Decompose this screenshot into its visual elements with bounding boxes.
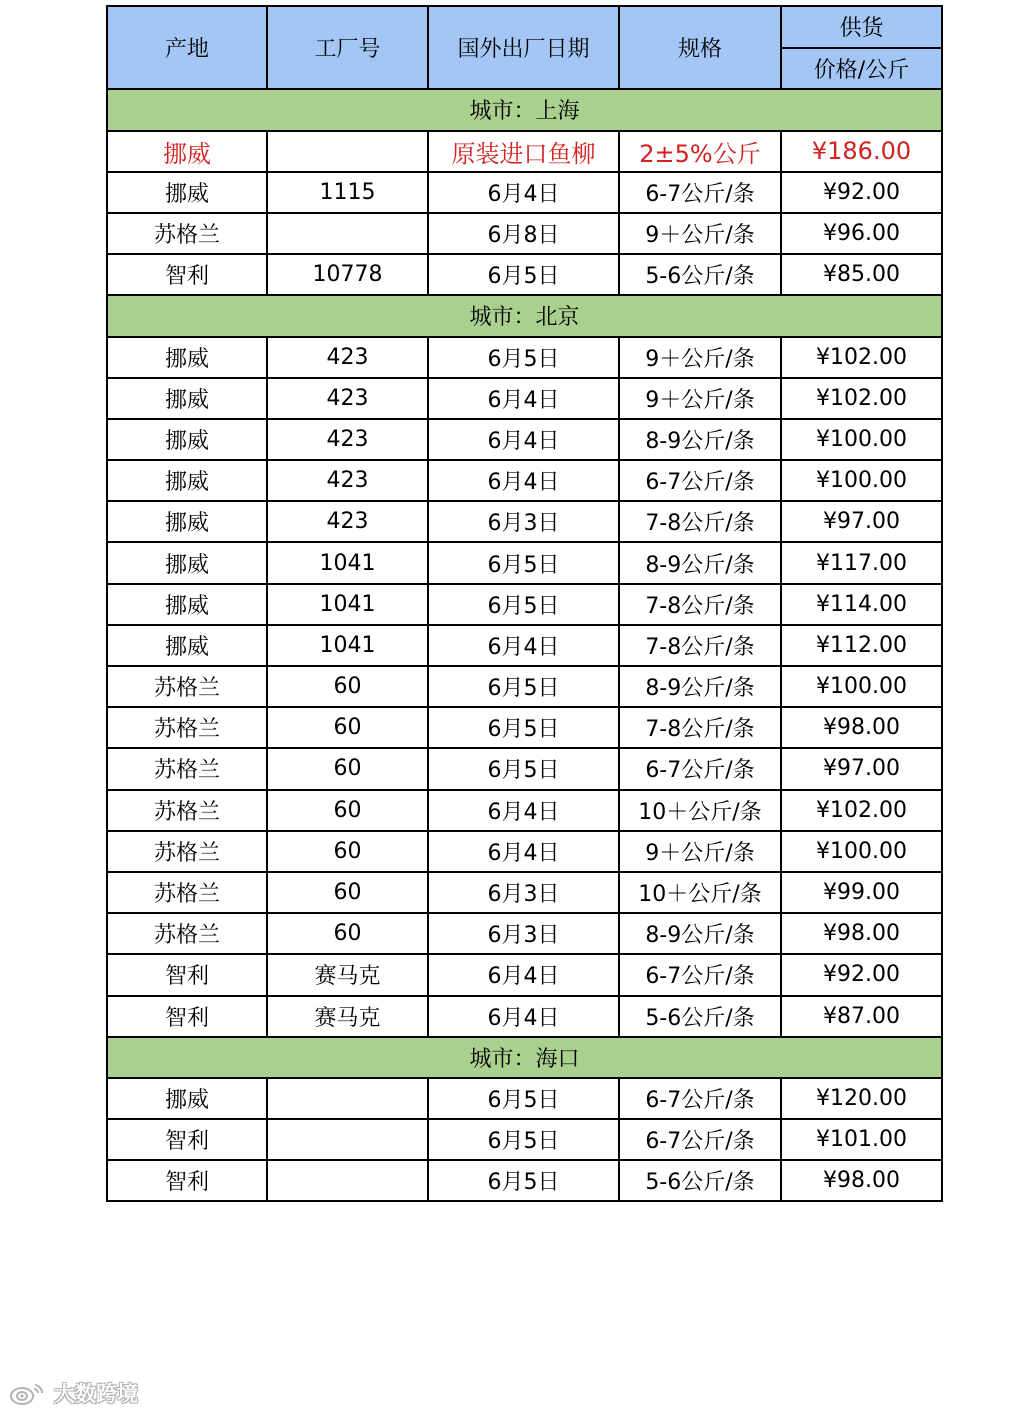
cell-price: ¥97.00 [781,501,942,542]
cell-origin: 挪威 [107,1078,267,1119]
cell-price: ¥117.00 [781,542,942,583]
cell-price: ¥100.00 [781,419,942,460]
cell-origin: 苏格兰 [107,790,267,831]
cell-price: ¥98.00 [781,913,942,954]
table-row [107,831,942,872]
cell-spec: 8-9公斤/条 [619,913,781,954]
cell-factory-no: 423 [267,419,428,460]
table-row [107,666,942,707]
cell-factory-no [267,1160,428,1201]
cell-date: 6月5日 [428,748,619,789]
cell-price: ¥114.00 [781,584,942,625]
cell-factory-no: 1115 [267,172,428,213]
cell-spec: 6-7公斤/条 [619,172,781,213]
cell-price: ¥102.00 [781,378,942,419]
table-row [107,748,942,789]
table-row [107,1078,942,1119]
cell-spec: 8-9公斤/条 [619,666,781,707]
cell-spec: 10＋公斤/条 [619,790,781,831]
cell-origin: 智利 [107,254,267,295]
cell-spec: 2±5%公斤 [619,131,781,172]
table-row [107,460,942,501]
cell-price: ¥112.00 [781,625,942,666]
cell-spec: 9＋公斤/条 [619,213,781,254]
cell-price: ¥87.00 [781,996,942,1037]
cell-factory-no: 423 [267,460,428,501]
cell-date: 6月5日 [428,1160,619,1201]
table-row [107,337,942,378]
cell-price: ¥186.00 [781,131,942,172]
cell-factory-no: 423 [267,378,428,419]
cell-price: ¥92.00 [781,954,942,995]
cell-date: 6月4日 [428,996,619,1037]
price-table [106,5,943,1202]
cell-price: ¥98.00 [781,1160,942,1201]
city-label: 城市：海口 [107,1037,942,1078]
city-label: 城市：北京 [107,295,942,336]
cell-spec: 9＋公斤/条 [619,378,781,419]
header-supply: 供货 [781,6,942,48]
cell-spec: 6-7公斤/条 [619,1119,781,1160]
table-row [107,1119,942,1160]
cell-factory-no [267,131,428,172]
cell-spec: 5-6公斤/条 [619,996,781,1037]
table-row [107,378,942,419]
table-row [107,625,942,666]
cell-origin: 挪威 [107,584,267,625]
cell-date: 6月4日 [428,954,619,995]
cell-origin: 挪威 [107,542,267,583]
table-row [107,790,942,831]
cell-date: 6月5日 [428,584,619,625]
weibo-logo-icon [8,1379,48,1407]
cell-spec: 9＋公斤/条 [619,831,781,872]
cell-spec: 10＋公斤/条 [619,872,781,913]
cell-origin: 智利 [107,954,267,995]
cell-price: ¥120.00 [781,1078,942,1119]
cell-date: 6月4日 [428,172,619,213]
cell-date: 6月3日 [428,872,619,913]
table-row [107,996,942,1037]
cell-date: 6月4日 [428,460,619,501]
cell-origin: 苏格兰 [107,748,267,789]
cell-factory-no: 60 [267,707,428,748]
cell-factory-no: 60 [267,790,428,831]
cell-spec: 6-7公斤/条 [619,1078,781,1119]
table-row [107,213,942,254]
cell-origin: 挪威 [107,131,267,172]
table-row [107,707,942,748]
cell-origin: 挪威 [107,172,267,213]
city-section-row [107,1037,942,1078]
cell-spec: 6-7公斤/条 [619,748,781,789]
cell-spec: 9＋公斤/条 [619,337,781,378]
cell-price: ¥97.00 [781,748,942,789]
cell-spec: 7-8公斤/条 [619,707,781,748]
table-row [107,419,942,460]
header-origin: 产地 [107,6,267,89]
cell-spec: 6-7公斤/条 [619,460,781,501]
cell-price: ¥85.00 [781,254,942,295]
cell-date: 6月4日 [428,625,619,666]
cell-factory-no [267,1078,428,1119]
cell-price: ¥96.00 [781,213,942,254]
cell-price: ¥102.00 [781,790,942,831]
cell-date: 6月5日 [428,666,619,707]
cell-date: 原装进口鱼柳 [428,131,619,172]
table-row [107,913,942,954]
cell-origin: 苏格兰 [107,213,267,254]
cell-date: 6月4日 [428,419,619,460]
header-foreign-date: 国外出厂日期 [428,6,619,89]
cell-date: 6月5日 [428,1078,619,1119]
cell-factory-no: 赛马克 [267,996,428,1037]
cell-origin: 苏格兰 [107,666,267,707]
cell-factory-no: 60 [267,666,428,707]
cell-date: 6月5日 [428,707,619,748]
cell-price: ¥100.00 [781,666,942,707]
watermark-text: 大数跨境 [54,1382,138,1406]
header-factory-no: 工厂号 [267,6,428,89]
cell-spec: 5-6公斤/条 [619,254,781,295]
cell-date: 6月8日 [428,213,619,254]
cell-date: 6月4日 [428,831,619,872]
cell-price: ¥102.00 [781,337,942,378]
cell-origin: 苏格兰 [107,831,267,872]
table-row [107,584,942,625]
cell-date: 6月4日 [428,378,619,419]
table-header-row [107,6,942,48]
city-section-row [107,295,942,336]
cell-price: ¥92.00 [781,172,942,213]
cell-origin: 苏格兰 [107,707,267,748]
cell-factory-no: 60 [267,748,428,789]
cell-date: 6月5日 [428,1119,619,1160]
table-row [107,872,942,913]
cell-spec: 8-9公斤/条 [619,542,781,583]
cell-factory-no: 1041 [267,542,428,583]
cell-price: ¥101.00 [781,1119,942,1160]
table-row [107,954,942,995]
cell-factory-no: 1041 [267,625,428,666]
cell-price: ¥99.00 [781,872,942,913]
cell-spec: 7-8公斤/条 [619,501,781,542]
cell-origin: 智利 [107,1119,267,1160]
cell-date: 6月3日 [428,913,619,954]
city-section-row [107,89,942,130]
cell-factory-no [267,213,428,254]
cell-origin: 挪威 [107,419,267,460]
cell-spec: 8-9公斤/条 [619,419,781,460]
table-row [107,501,942,542]
cell-date: 6月5日 [428,337,619,378]
cell-date: 6月3日 [428,501,619,542]
table-row [107,172,942,213]
cell-factory-no: 423 [267,337,428,378]
watermark [8,1378,138,1408]
header-spec: 规格 [619,6,781,89]
cell-origin: 挪威 [107,460,267,501]
cell-origin: 苏格兰 [107,872,267,913]
cell-factory-no: 60 [267,831,428,872]
cell-factory-no: 赛马克 [267,954,428,995]
cell-origin: 挪威 [107,625,267,666]
cell-origin: 挪威 [107,501,267,542]
header-price-per-kg: 价格/公斤 [781,48,942,90]
cell-factory-no: 10778 [267,254,428,295]
cell-factory-no [267,1119,428,1160]
cell-date: 6月5日 [428,542,619,583]
cell-origin: 智利 [107,1160,267,1201]
table-row [107,254,942,295]
cell-factory-no: 60 [267,913,428,954]
cell-spec: 7-8公斤/条 [619,584,781,625]
cell-spec: 6-7公斤/条 [619,954,781,995]
cell-factory-no: 423 [267,501,428,542]
cell-price: ¥100.00 [781,460,942,501]
cell-origin: 智利 [107,996,267,1037]
city-label: 城市：上海 [107,89,942,130]
cell-price: ¥100.00 [781,831,942,872]
cell-spec: 5-6公斤/条 [619,1160,781,1201]
cell-origin: 苏格兰 [107,913,267,954]
cell-date: 6月4日 [428,790,619,831]
cell-date: 6月5日 [428,254,619,295]
table-row [107,131,942,172]
cell-factory-no: 1041 [267,584,428,625]
table-row [107,1160,942,1201]
table-row [107,542,942,583]
cell-factory-no: 60 [267,872,428,913]
cell-origin: 挪威 [107,378,267,419]
cell-price: ¥98.00 [781,707,942,748]
cell-origin: 挪威 [107,337,267,378]
cell-spec: 7-8公斤/条 [619,625,781,666]
